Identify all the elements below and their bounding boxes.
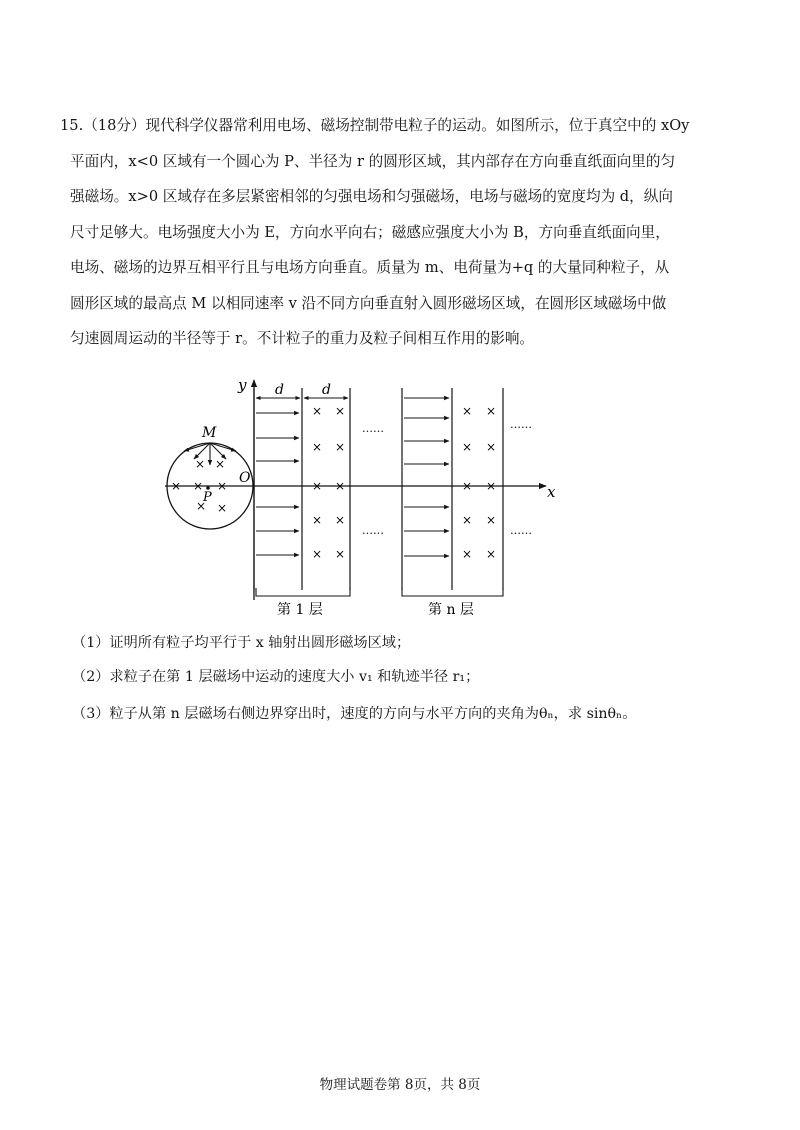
field-cross: × — [485, 547, 497, 561]
layern-label: 第 n 层 — [428, 602, 474, 618]
field-cross: × — [192, 479, 204, 493]
point-p-label: P — [203, 490, 212, 505]
field-cross: × — [311, 547, 323, 561]
field-cross: × — [334, 479, 346, 493]
point-m-label: M — [202, 425, 217, 441]
question-3: （3）粒子从第 n 层磁场右侧边界穿出时，速度的方向与水平方向的夹角为θₙ，求 sinθₙ。 — [72, 706, 637, 722]
ellipsis: …… — [362, 524, 384, 537]
field-cross: × — [334, 440, 346, 454]
field-cross: × — [461, 479, 473, 493]
field-cross: × — [194, 457, 206, 471]
field-cross: × — [216, 501, 228, 515]
ellipsis: …… — [510, 524, 532, 537]
problem-line: 强磁场。x>0 区域存在多层紧密相邻的匀强电场和匀强磁场，电场与磁场的宽度均为 d，纵向 — [70, 188, 673, 205]
field-cross: × — [334, 513, 346, 527]
problem-line: 平面内，x<0 区域有一个圆心为 P、半径为 r 的圆形区域，其内部存在方向垂直纸面向里的匀 — [70, 152, 676, 170]
layer1-label: 第 1 层 — [277, 602, 323, 618]
layer1-bracket — [256, 588, 350, 596]
field-cross: × — [195, 499, 207, 513]
ellipsis: …… — [510, 418, 532, 431]
field-cross: × — [216, 479, 228, 493]
field-cross: × — [334, 547, 346, 561]
width-d-label: d — [275, 382, 284, 398]
x-axis-label: x — [547, 483, 556, 501]
field-cross: × — [485, 404, 497, 418]
field-cross: × — [311, 404, 323, 418]
width-d-label: d — [322, 382, 331, 398]
problem-line: 圆形区域的最高点 M 以相同速率 v 沿不同方向垂直射入圆形磁场区域，在圆形区域磁场中做 — [70, 294, 667, 312]
field-cross: × — [485, 479, 497, 493]
field-cross: × — [334, 404, 346, 418]
field-cross: × — [461, 440, 473, 454]
origin-label: O — [239, 470, 251, 486]
field-cross: × — [461, 513, 473, 527]
field-cross: × — [485, 440, 497, 454]
ellipsis: …… — [362, 422, 384, 435]
field-cross: × — [214, 457, 226, 471]
center-p-dot — [206, 486, 210, 490]
y-axis-label: y — [238, 376, 247, 394]
field-cross: × — [311, 479, 323, 493]
question-1: （1）证明所有粒子均平行于 x 轴射出圆形磁场区域； — [72, 635, 411, 651]
problem-line: 15.（18分）现代科学仪器常利用电场、磁场控制带电粒子的运动。如图所示，位于真空中的 xOy — [60, 117, 690, 134]
problem-line: 电场、磁场的边界互相平行且与电场方向垂直。质量为 m、电荷量为+q 的大量同种粒子，从 — [70, 259, 670, 276]
field-cross: × — [311, 513, 323, 527]
field-cross: × — [311, 440, 323, 454]
problem-line: 尺寸足够大。电场强度大小为 E，方向水平向右；磁感应强度大小为 B，方向垂直纸面向里， — [70, 223, 670, 241]
field-cross: × — [485, 513, 497, 527]
question-2: （2）求粒子在第 1 层磁场中运动的速度大小 v₁ 和轨迹半径 r₁； — [72, 669, 480, 685]
problem-line: 匀速圆周运动的半径等于 r。不计粒子的重力及粒子间相互作用的影响。 — [70, 330, 535, 347]
page-footer: 物理试题卷第 8页，共 8页 — [319, 1077, 481, 1093]
field-cross: × — [461, 404, 473, 418]
field-cross: × — [461, 547, 473, 561]
field-cross: × — [170, 479, 182, 493]
